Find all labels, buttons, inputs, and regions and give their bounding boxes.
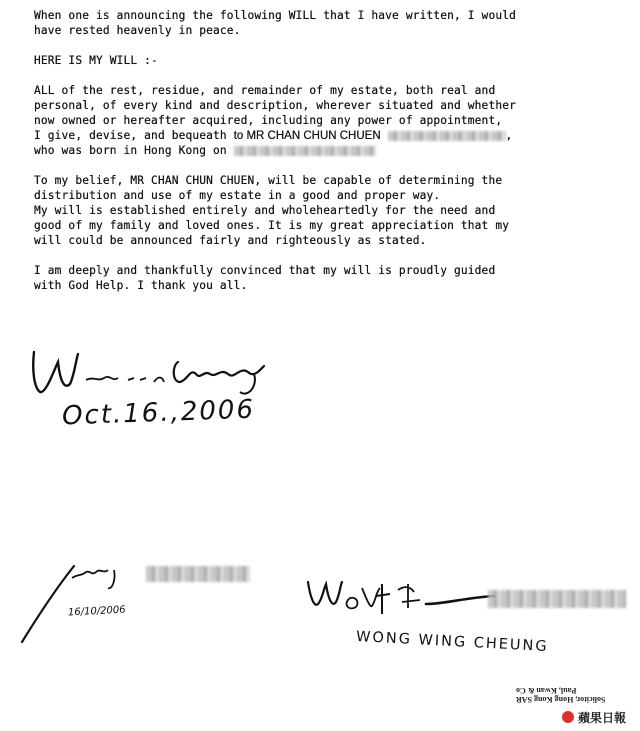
bequest-prefix: I give, devise, and bequeath [34,129,234,142]
testator-signature [28,340,278,400]
text-line: now owned or hereafter acquired, including any power of appointment, [34,114,503,127]
solicitor-stamp [516,686,616,704]
will-heading: HERE IS MY WILL :- [34,54,158,67]
text-line: distribution and use of my estate in a good and proper way. [34,189,441,202]
birth-line [34,143,624,158]
birth-text: who was born in Hong Kong on [34,144,234,157]
redacted-id [388,131,506,141]
redacted-birthdate [234,146,376,156]
text-line: To my belief, MR CHAN CHUN CHUEN, will be capable of determining the [34,174,503,187]
redacted-witness-name [146,566,250,582]
printed-testator-name: WONG WING CHEUNG [355,628,549,656]
text-line: good of my family and loved ones. It is my great appreciation that my [34,219,510,232]
text-line: personal, of every kind and description, wherever situated and whether [34,99,516,112]
redacted-testator-id [488,590,626,608]
bequest-line [34,128,624,143]
text-line: When one is announcing the following WILL that I have written, I would [34,9,516,22]
will-typed-text [34,8,624,293]
text-line: My will is established entirely and wholeheartedly for the need and [34,204,496,217]
text-line: I am deeply and thankfully convinced that my will is proudly guided [34,264,496,277]
text-line: with God Help. I thank you all. [34,279,248,292]
text-line: ALL of the rest, residue, and remainder of my estate, both real and [34,84,496,97]
witness-date: 16/10/2006 [67,604,126,619]
stamp-line: Solicitor, Hong Kong SAR [516,695,606,704]
text-line: will could be announced fairly and righteously as stated. [34,234,427,247]
handwritten-date: Oct.16.,2006 [61,394,256,432]
stamp-line: Paul, Kwan & Co [516,686,577,695]
text-line: have rested heavenly in peace. [34,24,241,37]
apple-logo-icon [562,711,574,723]
beneficiary-name: to MR CHAN CHUN CHUEN [233,130,381,142]
testator-countersignature [304,574,504,630]
witness-signature [18,556,128,646]
publisher-watermark: 蘋果日報 [578,711,627,725]
bequest-suffix: , [505,129,513,142]
